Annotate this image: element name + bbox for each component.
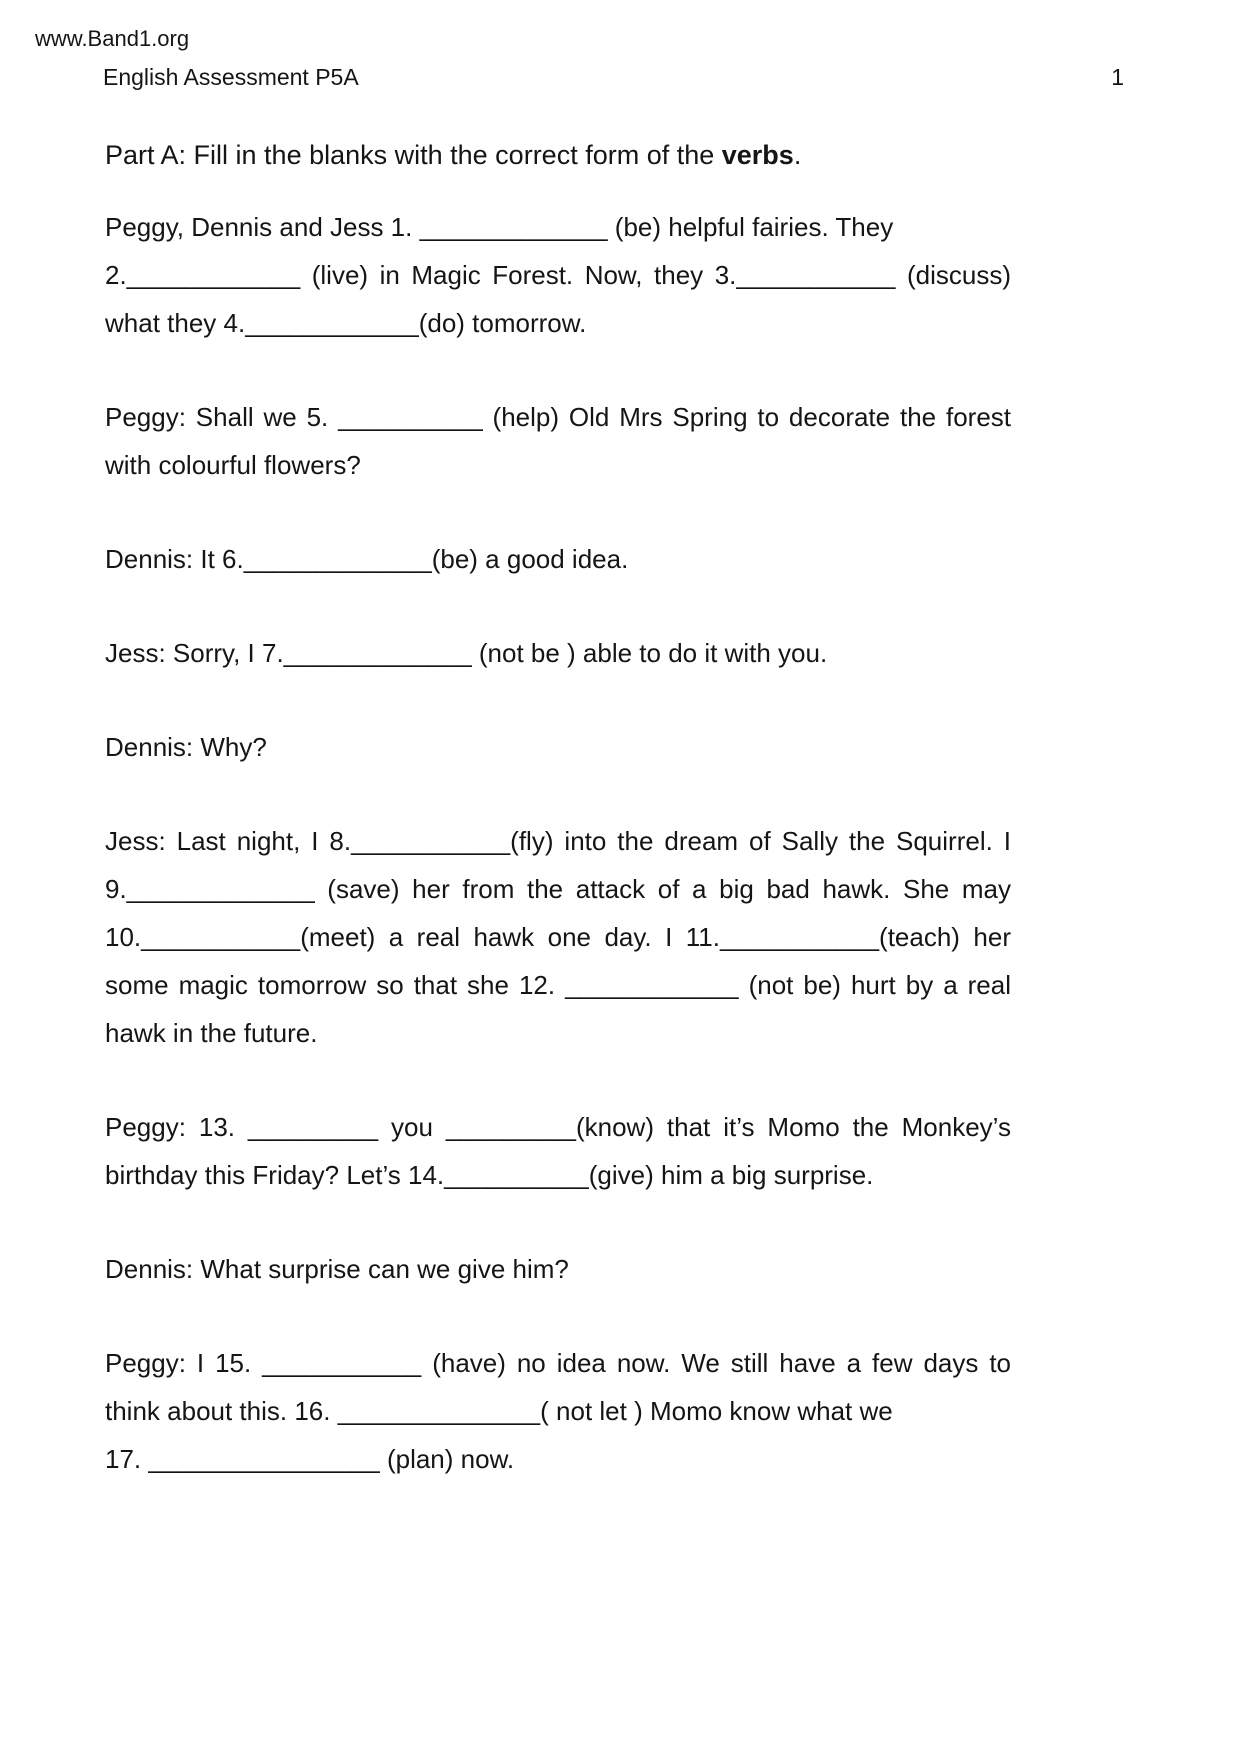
paragraph-jess-dream — [105, 817, 1011, 1057]
text-line: Peggy: I 15. ___________ (have) no idea now. We still have a few days to — [105, 1348, 1011, 1378]
site-url: www.Band1.org — [35, 26, 190, 51]
section-title — [105, 139, 1135, 172]
text-line: Peggy, Dennis and Jess 1. _____________ (be) helpful fairies. They — [105, 212, 894, 242]
text-line: with colourful flowers? — [105, 450, 361, 480]
text-line: 2.____________ (live) in Magic Forest. Now, they 3.___________ (discuss) — [105, 260, 1011, 290]
section-title-period: . — [793, 140, 802, 170]
paragraph-peggy-birthday — [105, 1103, 1011, 1199]
document-header — [103, 64, 1124, 91]
text-line: Dennis: Why? — [105, 732, 267, 762]
text-line: 9._____________ (save) her from the attack of a big bad hawk. She may — [105, 874, 1011, 904]
paragraph-dennis-surprise — [105, 1245, 1011, 1293]
text-line: Jess: Sorry, I 7._____________ (not be ) able to do it with you. — [105, 638, 828, 668]
section-title-text: Part A: Fill in the blanks with the correct form of the — [105, 140, 722, 170]
paragraph-peggy-question — [105, 393, 1011, 489]
section-title-bold: verbs — [721, 140, 794, 170]
paragraph-jess-sorry — [105, 629, 1011, 677]
text-line: Dennis: What surprise can we give him? — [105, 1254, 569, 1284]
text-line: Dennis: It 6._____________(be) a good idea. — [105, 544, 629, 574]
doc-title: English Assessment P5A — [103, 64, 359, 90]
paragraph-peggy-plan — [105, 1339, 1011, 1483]
page-number: 1 — [1111, 64, 1124, 90]
text-line: birthday this Friday? Let’s 14.__________(give) him a big surprise. — [105, 1160, 874, 1190]
text-line: think about this. 16. ______________( not let ) Momo know what we — [105, 1396, 893, 1426]
worksheet-body — [105, 203, 1011, 1483]
paragraph-dennis-why — [105, 723, 1011, 771]
text-line: Peggy: Shall we 5. __________ (help) Old Mrs Spring to decorate the forest — [105, 402, 1011, 432]
text-line: hawk in the future. — [105, 1018, 318, 1048]
text-line: 10.___________(meet) a real hawk one day. I 11.___________(teach) her — [105, 922, 1011, 952]
text-line: what they 4.____________(do) tomorrow. — [105, 308, 587, 338]
paragraph-narration — [105, 203, 1011, 347]
text-line: some magic tomorrow so that she 12. ____________ (not be) hurt by a real — [105, 970, 1011, 1000]
text-line: 17. ________________ (plan) now. — [105, 1444, 515, 1474]
paragraph-dennis-agree — [105, 535, 1011, 583]
text-line: Jess: Last night, I 8.___________(fly) into the dream of Sally the Squirrel. I — [105, 826, 1011, 856]
text-line: Peggy: 13. _________ you _________(know) that it’s Momo the Monkey’s — [105, 1112, 1011, 1142]
